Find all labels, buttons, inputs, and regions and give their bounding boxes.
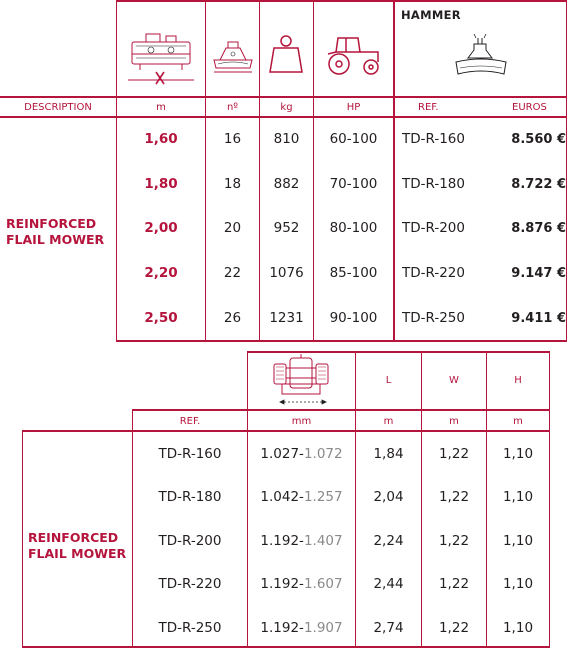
- weight-unit-header: kg: [280, 101, 293, 113]
- row-price: 8.876 €: [511, 220, 566, 236]
- row-price: 9.147 €: [511, 265, 566, 281]
- offset-min: 1.027-: [260, 446, 304, 462]
- tractor-offset-icon: [268, 354, 334, 408]
- product-label: [28, 530, 126, 562]
- row-width: 1,22: [438, 576, 470, 592]
- row-length: 1,84: [373, 446, 404, 462]
- row-width: 1,22: [438, 446, 470, 462]
- row-offset: [248, 574, 355, 594]
- offset-max: 1.407: [303, 533, 343, 549]
- height-header: H: [514, 374, 522, 386]
- row-length: 2,44: [373, 576, 404, 592]
- mower-width-icon: [126, 28, 196, 88]
- product-label: [6, 216, 104, 248]
- description-header: DESCRIPTION: [24, 101, 92, 113]
- row-length: 2,04: [373, 489, 404, 505]
- row-price: 9.411 €: [511, 310, 566, 326]
- reference-header: REF.: [418, 101, 439, 113]
- row-reference: TD-R-250: [158, 620, 222, 636]
- row-power: 70-100: [329, 176, 378, 192]
- hammer-blade-icon: [452, 30, 510, 80]
- row-weight: 1076: [269, 265, 304, 281]
- row-offset: [248, 618, 355, 638]
- price-header: EUROS: [512, 101, 547, 113]
- row-count: 18: [223, 176, 242, 192]
- row-width: 2,20: [144, 265, 178, 281]
- row-height: 1,10: [502, 620, 534, 636]
- row-weight: 1231: [269, 310, 304, 326]
- row-width: 2,00: [144, 220, 178, 236]
- row-height: 1,10: [502, 446, 534, 462]
- row-width: 2,50: [144, 310, 178, 326]
- row-weight: 882: [273, 176, 300, 192]
- row-power: 85-100: [329, 265, 378, 281]
- tractor-icon: [324, 34, 382, 76]
- row-length: 2,24: [373, 533, 404, 549]
- row-power: 90-100: [329, 310, 378, 326]
- width-unit-header: m: [156, 101, 166, 113]
- row-power: 60-100: [329, 131, 378, 147]
- hammer-label: HAMMER: [401, 8, 461, 22]
- row-count: 26: [223, 310, 242, 326]
- product-label-line2: FLAIL MOWER: [28, 546, 127, 561]
- row-offset: [248, 531, 355, 551]
- row-count: 20: [223, 220, 242, 236]
- row-reference: TD-R-220: [402, 265, 465, 281]
- length-unit-header: m: [383, 415, 394, 427]
- height-unit-header: m: [513, 415, 523, 427]
- flail-hammer-icon: [210, 40, 256, 76]
- row-width: 1,80: [144, 176, 178, 192]
- length-header: L: [385, 374, 392, 386]
- offset-max: 1.072: [303, 446, 343, 462]
- row-weight: 810: [273, 131, 300, 147]
- offset-max: 1.907: [303, 620, 343, 636]
- row-reference: TD-R-250: [402, 310, 465, 326]
- row-reference: TD-R-200: [158, 533, 222, 549]
- row-reference: TD-R-180: [402, 176, 465, 192]
- row-count: 22: [223, 265, 242, 281]
- row-weight: 952: [273, 220, 300, 236]
- row-price: 8.560 €: [511, 131, 566, 147]
- offset-min: 1.042-: [260, 489, 304, 505]
- row-power: 80-100: [329, 220, 378, 236]
- offset-max: 1.257: [303, 489, 343, 505]
- row-count: 16: [223, 131, 242, 147]
- offset-unit-header: mm: [291, 415, 312, 427]
- row-price: 8.722 €: [511, 176, 566, 192]
- row-height: 1,10: [502, 489, 534, 505]
- offset-min: 1.192-: [260, 533, 304, 549]
- row-reference: TD-R-160: [402, 131, 465, 147]
- row-width: 1,22: [438, 533, 470, 549]
- row-reference: TD-R-180: [158, 489, 222, 505]
- offset-min: 1.192-: [260, 620, 304, 636]
- width-unit-header: m: [449, 415, 459, 427]
- offset-min: 1.192-: [260, 576, 304, 592]
- product-label-line1: REINFORCED: [28, 530, 119, 545]
- row-reference: TD-R-200: [402, 220, 465, 236]
- product-label-line2: FLAIL MOWER: [6, 232, 105, 247]
- product-label-line1: REINFORCED: [6, 216, 97, 231]
- row-width: 1,60: [144, 131, 178, 147]
- row-offset: [248, 487, 355, 507]
- count-unit-header: nº: [226, 101, 239, 113]
- row-offset: [248, 444, 355, 464]
- row-reference: TD-R-160: [158, 446, 222, 462]
- offset-max: 1.607: [303, 576, 343, 592]
- row-height: 1,10: [502, 533, 534, 549]
- weight-icon: [268, 34, 304, 74]
- row-height: 1,10: [502, 576, 534, 592]
- row-width: 1,22: [438, 489, 470, 505]
- row-length: 2,74: [373, 620, 404, 636]
- row-reference: TD-R-220: [158, 576, 222, 592]
- power-unit-header: HP: [346, 101, 361, 113]
- row-width: 1,22: [438, 620, 470, 636]
- width-header: W: [449, 374, 459, 386]
- reference-header: REF.: [179, 415, 201, 427]
